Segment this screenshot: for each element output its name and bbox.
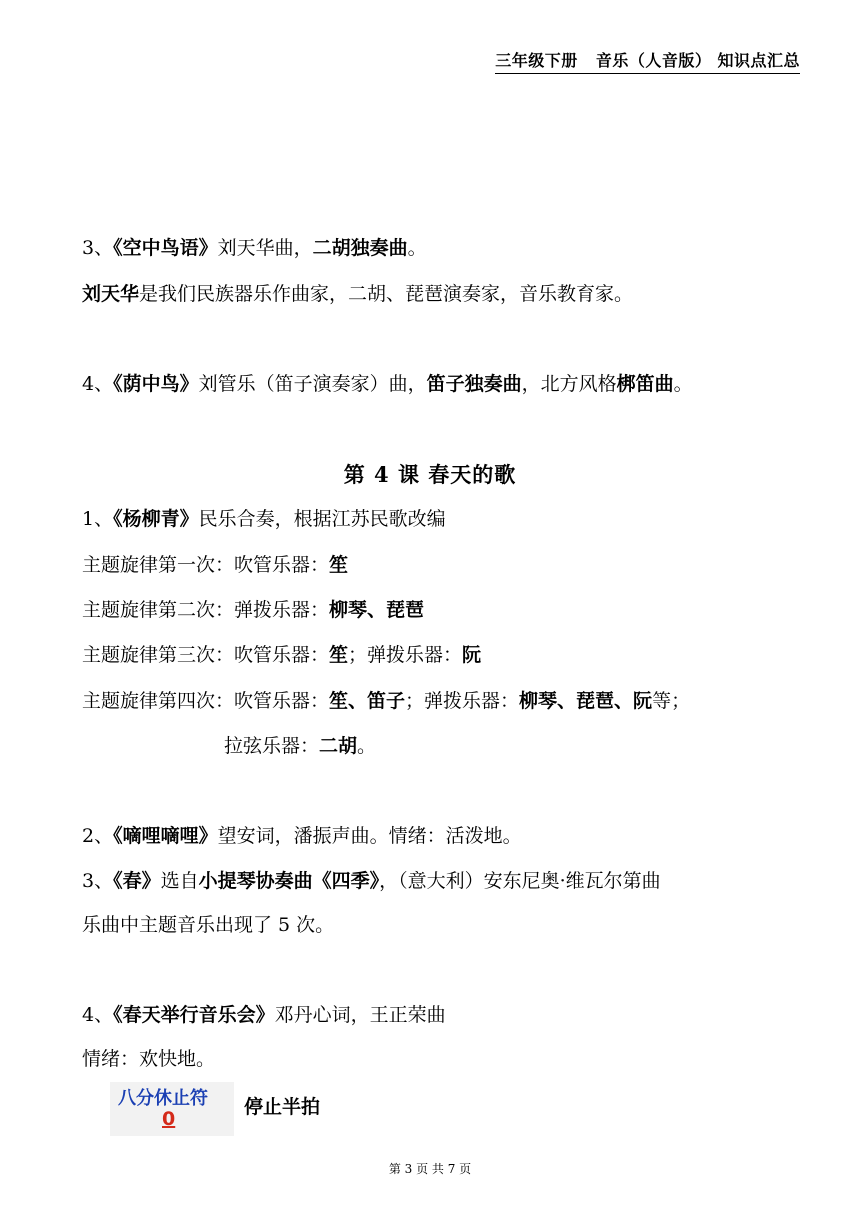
lesson-title: 第 4 课 春天的歌 [343, 462, 517, 487]
work-title: 《春》 [113, 870, 161, 892]
item-dili-dili: 2、《嘀哩嘀哩》望安词，潘振声曲。情绪：活泼地。 [82, 825, 522, 847]
eighth-rest-label: 八分休止符 [118, 1088, 208, 1109]
item-yinzhong-niao: 4、《荫中鸟》刘管乐（笛子演奏家）曲，笛子独奏曲，北方风格梆笛曲。 [82, 373, 693, 395]
work-source: 小提琴协奏曲《四季》 [198, 870, 380, 892]
work-type: 二胡独奏曲 [312, 237, 408, 259]
theme-line-3: 主题旋律第三次：吹管乐器：笙；弹拨乐器：阮 [82, 644, 482, 666]
item-kongzhong-niaoyu: 3、《空中鸟语》刘天华曲，二胡独奏曲。 [82, 237, 427, 259]
work-type: 笛子独奏曲 [426, 373, 522, 395]
theme-line-4-strings: 拉弦乐器：二胡。 [224, 735, 377, 757]
composer-name: 刘天华 [82, 283, 140, 305]
work-title: 《空中鸟语》 [113, 237, 218, 259]
item-chun: 3、《春》选自小提琴协奏曲《四季》，（意大利）安东尼奥·维瓦尔第曲 [82, 870, 661, 892]
document-header: 三年级下册 音乐（人音版） 知识点汇总 [495, 48, 800, 74]
eighth-rest-description: 停止半拍 [244, 1096, 321, 1118]
work-title: 《荫中鸟》 [113, 373, 199, 395]
item-yangliuqing: 1、《杨柳青》民乐合奏，根据江苏民歌改编 [82, 508, 446, 530]
work-style: 梆笛曲 [616, 373, 674, 395]
eighth-rest-symbol: 0 [162, 1108, 176, 1130]
eighth-rest-image [110, 1082, 234, 1136]
work-title: 《嘀哩嘀哩》 [113, 825, 218, 847]
composer-note: 刘天华是我们民族器乐作曲家，二胡、琵琶演奏家，音乐教育家。 [82, 283, 634, 305]
theme-line-4: 主题旋律第四次：吹管乐器：笙、笛子；弹拨乐器：柳琴、琵琶、阮等； [82, 690, 691, 712]
item-mood: 情绪：欢快地。 [82, 1048, 216, 1070]
theme-line-1: 主题旋律第一次：吹管乐器：笙 [82, 554, 349, 576]
theme-line-2: 主题旋律第二次：弹拨乐器：柳琴、琵琶 [82, 599, 425, 621]
page-footer: 第 3 页 共 7 页 [388, 1162, 472, 1176]
item-chun-note: 乐曲中主题音乐出现了 5 次。 [82, 914, 335, 936]
work-title: 《春天举行音乐会》 [113, 1004, 275, 1026]
work-title: 《杨柳青》 [113, 508, 199, 530]
item-chuntian-yinyuehui: 4、《春天举行音乐会》邓丹心词，王正荣曲 [82, 1004, 446, 1026]
